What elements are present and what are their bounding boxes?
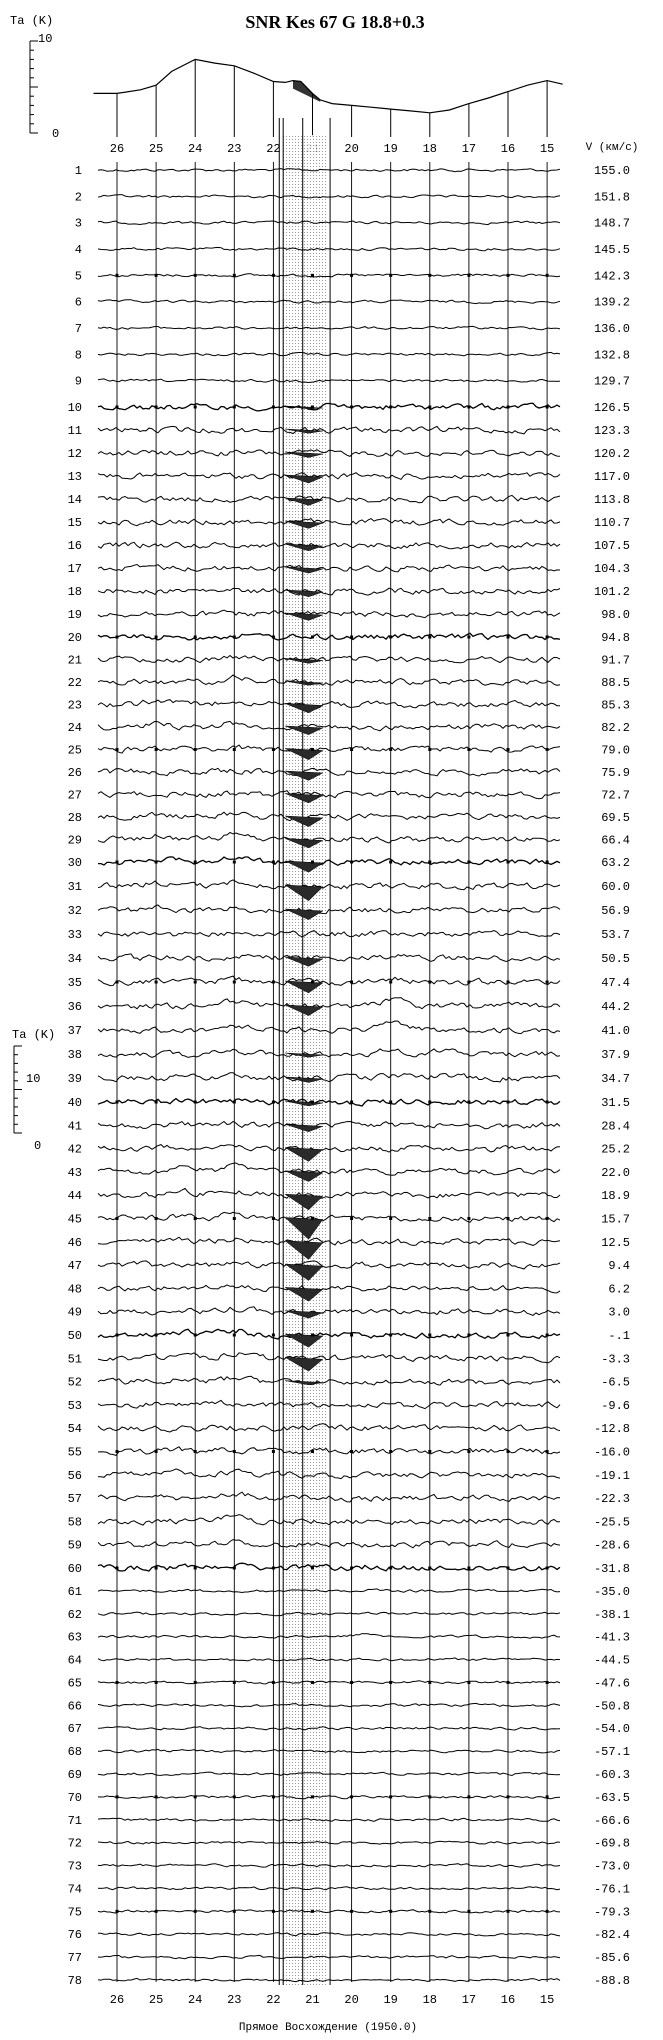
spectrum-trace	[98, 426, 560, 434]
spectrum-trace	[98, 1237, 560, 1245]
channel-velocity: -3.3	[601, 1352, 630, 1367]
grid-marker	[311, 861, 314, 864]
spectrum-trace	[98, 1073, 560, 1082]
spectrum-trace	[98, 700, 560, 709]
spectrum-trace	[98, 1021, 560, 1034]
channel-number: 22	[67, 676, 82, 690]
channel-number: 66	[67, 1699, 82, 1714]
channel-velocity: 63.2	[601, 856, 630, 870]
spectrum-trace	[98, 1285, 560, 1293]
channel-number: 78	[67, 1974, 82, 1988]
channel-velocity: 139.2	[593, 295, 630, 310]
channel-velocity: -38.1	[593, 1607, 630, 1622]
grid-marker	[311, 1795, 314, 1798]
top-ra-label: 19	[383, 142, 398, 156]
spectrum-trace	[98, 1749, 560, 1753]
channel-velocity: 98.0	[601, 608, 630, 622]
bottom-ra-label: 24	[187, 1993, 203, 2007]
channel-velocity: -66.6	[593, 1813, 630, 1828]
channel-number: 59	[67, 1538, 82, 1553]
spectrum-trace	[98, 833, 560, 844]
velocity-header: V (км/с)	[585, 142, 639, 154]
channel-number: 53	[67, 1398, 82, 1413]
spectrum-trace	[98, 1492, 560, 1502]
mid-scale-10: 10	[26, 1072, 41, 1086]
channel-number: 4	[74, 243, 82, 257]
spectrum-trace	[98, 565, 560, 572]
channel-number: 10	[67, 401, 82, 415]
spectrum-trace	[98, 791, 560, 799]
top-ra-ticks	[110, 59, 555, 156]
spectrum-trace	[98, 1376, 560, 1385]
grid-marker	[311, 636, 314, 639]
channel-velocity: 47.4	[601, 976, 630, 990]
spectra-stack	[98, 169, 560, 1982]
channel-number: 37	[67, 1024, 82, 1038]
grid-marker	[311, 1910, 314, 1913]
spectrum-trace	[98, 675, 560, 685]
top-scale-0: 0	[52, 127, 60, 141]
spectrum-trace	[98, 1563, 560, 1571]
spectrum-trace	[98, 195, 560, 198]
channel-number: 45	[67, 1212, 82, 1227]
channel-velocity: -16.0	[593, 1445, 630, 1460]
channel-velocity: 117.0	[593, 470, 630, 484]
spectrum-trace	[98, 880, 560, 890]
channel-number: 21	[67, 653, 82, 668]
channel-velocity: -60.3	[593, 1768, 630, 1782]
bottom-ra-label: 16	[500, 1993, 516, 2007]
top-ra-label: 26	[109, 142, 125, 156]
channel-number: 38	[67, 1048, 82, 1062]
channel-velocity: -57.1	[593, 1745, 630, 1760]
channel-number: 2	[74, 190, 82, 205]
channel-number: 55	[67, 1445, 82, 1460]
bottom-ra-ticks	[110, 1993, 555, 2007]
channel-velocity: 148.7	[593, 216, 630, 231]
top-scale-label: Ta (K)	[10, 14, 54, 28]
spectrum-trace	[98, 1796, 560, 1799]
spectrum-trace	[98, 542, 560, 549]
spectrum-trace	[98, 473, 560, 480]
channel-number: 77	[67, 1951, 82, 1966]
channel-velocity: 132.8	[593, 348, 630, 363]
channel-velocity: 56.9	[601, 904, 630, 918]
channel-number: 11	[67, 424, 82, 438]
channel-velocity: 34.7	[601, 1072, 630, 1086]
spectrum-trace	[98, 998, 560, 1010]
channel-velocity: 129.7	[593, 374, 630, 389]
channel-velocity: 151.8	[593, 190, 630, 205]
channel-number: 23	[67, 698, 82, 713]
spectrum-trace	[98, 1099, 560, 1106]
spectrum-trace	[98, 300, 560, 304]
channel-number: 16	[67, 539, 82, 553]
channel-velocity: -63.5	[593, 1790, 630, 1805]
grid-marker	[311, 1567, 314, 1570]
spectrum-trace	[98, 1145, 560, 1153]
channel-velocity: -79.3	[593, 1905, 630, 1920]
bottom-ra-label: 21	[305, 1993, 320, 2007]
channel-velocity: -22.3	[593, 1492, 630, 1507]
channel-velocity: -76.1	[593, 1882, 630, 1897]
spectrum-trace	[98, 247, 560, 250]
spectrum-trace	[98, 274, 560, 277]
channel-number: 54	[67, 1422, 82, 1437]
top-ra-label: 22	[266, 142, 281, 156]
channel-velocity: 6.2	[608, 1282, 630, 1297]
channel-velocity: -9.6	[601, 1398, 630, 1413]
channel-velocity: 22.0	[601, 1165, 630, 1180]
mid-scale-0: 0	[34, 1139, 42, 1153]
spectrum-trace	[98, 1818, 560, 1821]
channel-number: 43	[67, 1165, 82, 1180]
channel-number: 70	[67, 1790, 82, 1805]
channel-velocity: -82.4	[593, 1928, 630, 1943]
spectrum-trace	[98, 519, 560, 526]
channel-number: 47	[67, 1259, 82, 1274]
grid-marker	[311, 1101, 314, 1104]
channel-velocity: 31.5	[601, 1096, 630, 1110]
spectrum-trace	[98, 1589, 560, 1593]
spectrum-trace	[98, 1634, 560, 1639]
channel-number: 68	[67, 1745, 82, 1760]
channel-velocity: -25.5	[593, 1515, 630, 1530]
channel-number: 26	[67, 766, 82, 780]
spectrum-trace	[98, 1772, 560, 1775]
channel-number: 29	[67, 833, 82, 848]
channel-velocity: 142.3	[593, 269, 630, 284]
spectrum-trace	[98, 1049, 560, 1058]
channel-number: 6	[74, 295, 82, 310]
spectrum-trace	[98, 1212, 560, 1222]
channel-velocity: -54.0	[593, 1722, 630, 1737]
channel-velocity: 75.9	[601, 766, 630, 780]
channel-number: 27	[67, 788, 82, 803]
channel-number: 52	[67, 1375, 82, 1390]
channel-velocity: 104.3	[593, 562, 630, 576]
spectrum-trace	[98, 1681, 560, 1684]
channel-number: 69	[67, 1768, 82, 1782]
channel-number: 71	[67, 1813, 82, 1828]
channel-velocity: 113.8	[593, 493, 630, 507]
bottom-ra-label: 15	[539, 1993, 555, 2007]
spectrum-trace	[98, 976, 560, 986]
spectrum-trace	[98, 857, 560, 866]
channel-velocity: -12.8	[593, 1422, 630, 1437]
channel-number: 25	[67, 743, 82, 758]
channel-velocity: 155.0	[593, 164, 630, 178]
channel-number: 17	[67, 562, 82, 576]
top-ra-label: 20	[344, 142, 359, 156]
channel-velocity: 9.4	[608, 1259, 630, 1274]
grid-marker	[311, 1217, 314, 1220]
channel-velocity: 15.7	[601, 1212, 630, 1227]
channel-number: 62	[67, 1607, 82, 1622]
spectrum-trace	[98, 1841, 560, 1844]
top-ra-label: 24	[187, 142, 203, 156]
channel-velocity: -19.1	[593, 1468, 630, 1483]
top-ra-label: 25	[148, 142, 164, 156]
channel-number: 15	[67, 516, 82, 530]
channel-number: 3	[74, 216, 82, 231]
channel-number: 74	[67, 1882, 82, 1897]
channel-velocity: 126.5	[593, 401, 630, 415]
channel-number: 63	[67, 1630, 82, 1645]
channel-number: 12	[67, 447, 82, 461]
top-ra-label: 15	[539, 142, 555, 156]
spectrum-trace	[98, 403, 560, 411]
channel-number: 35	[67, 976, 82, 990]
spectrum-trace	[98, 812, 560, 821]
channel-velocity: 66.4	[601, 833, 630, 848]
spectrum-trace	[98, 633, 560, 640]
channel-velocity: 145.5	[593, 243, 630, 257]
spectrum-trace	[98, 1469, 560, 1479]
spectrum-trace	[98, 379, 560, 383]
bottom-ra-label: 20	[344, 1993, 359, 2007]
channel-velocity: 107.5	[593, 539, 630, 553]
channel-velocity: -41.3	[593, 1630, 630, 1645]
spectrum-trace	[98, 1122, 560, 1129]
channel-number: 33	[67, 928, 82, 942]
channel-number: 50	[67, 1329, 82, 1343]
spectrum-trace	[98, 656, 560, 663]
spectrum-trace	[98, 1978, 560, 1981]
spectrum-trace	[98, 931, 560, 937]
spectrum-trace	[98, 1887, 560, 1890]
spectrum-trace	[98, 588, 560, 595]
channel-number: 13	[67, 470, 82, 484]
grid-marker	[311, 1450, 314, 1453]
channel-number: 56	[67, 1468, 82, 1483]
spectrum-trace	[98, 1658, 560, 1661]
bottom-ra-label: 23	[227, 1993, 242, 2007]
channel-number: 40	[67, 1096, 82, 1110]
channel-velocity: 12.5	[601, 1235, 630, 1250]
spectrum-trace	[98, 1329, 560, 1339]
channel-velocity: -44.5	[593, 1653, 630, 1668]
grid-marker	[311, 406, 314, 409]
spectrum-trace	[98, 1447, 560, 1456]
spectrum-trace	[98, 721, 560, 730]
grid-marker	[311, 274, 314, 277]
channel-velocity: 101.2	[593, 585, 630, 599]
top-ra-label: 23	[227, 142, 242, 156]
spectrum-trace	[98, 1727, 560, 1730]
bottom-ra-label: 22	[266, 1993, 281, 2007]
channel-number: 60	[67, 1562, 82, 1576]
spectrum-trace	[98, 905, 560, 914]
bottom-ra-label: 25	[148, 1993, 164, 2007]
channel-velocity: 120.2	[593, 447, 630, 461]
spectrum-trace	[98, 1424, 560, 1432]
spectrum-trace	[98, 1933, 560, 1936]
spectrum-trace	[98, 1955, 560, 1958]
spectrum-trace	[98, 495, 560, 502]
spectrum-trace	[98, 1612, 560, 1616]
channel-number: 58	[67, 1515, 82, 1530]
mid-scale	[12, 1028, 55, 1153]
channel-velocity: 88.5	[601, 676, 630, 690]
channel-velocity: 44.2	[601, 1000, 630, 1014]
channel-velocity: 25.2	[601, 1142, 630, 1157]
spectrum-trace	[98, 1188, 560, 1198]
top-ra-label: 18	[422, 142, 438, 156]
source-dotted-band	[283, 135, 327, 1985]
channel-velocity: -31.8	[593, 1562, 630, 1576]
channel-velocity: 136.0	[593, 322, 630, 336]
spectrum-trace	[98, 610, 560, 618]
spectrum-trace	[98, 1353, 560, 1363]
spectrum-trace	[98, 352, 560, 356]
channel-number: 34	[67, 952, 82, 966]
channel-velocity: 60.0	[601, 880, 630, 894]
top-scale-10: 10	[38, 32, 53, 46]
grid-marker	[311, 981, 314, 984]
channel-number: 5	[74, 269, 82, 284]
channel-number: 20	[67, 631, 82, 645]
channel-number: 19	[67, 608, 82, 622]
bottom-ra-label: 19	[383, 1993, 398, 2007]
channel-number: 24	[67, 721, 82, 735]
spectrum-trace	[98, 1307, 560, 1316]
channel-velocity: 110.7	[593, 516, 630, 530]
channel-number: 49	[67, 1305, 82, 1320]
spectrum-trace	[98, 745, 560, 753]
spectrum-trace	[98, 450, 560, 457]
top-panel	[10, 14, 563, 141]
spectrum-trace	[98, 1540, 560, 1548]
channel-velocity: 123.3	[593, 424, 630, 438]
channel-velocity: 53.7	[601, 928, 630, 942]
channel-number: 75	[67, 1905, 82, 1920]
channel-number: 41	[67, 1119, 82, 1134]
channel-number: 65	[67, 1676, 82, 1691]
channel-number: 46	[67, 1235, 82, 1250]
channel-velocity: 18.9	[601, 1189, 630, 1204]
channel-velocity: 28.4	[601, 1119, 630, 1134]
channel-number: 28	[67, 811, 82, 825]
spectrum-trace	[98, 954, 560, 962]
channel-number: 8	[74, 348, 82, 363]
channel-number: 14	[67, 493, 82, 507]
grid-marker	[311, 1681, 314, 1684]
channel-velocity: 50.5	[601, 952, 630, 966]
channel-velocity: -50.8	[593, 1699, 630, 1714]
channel-velocity: -35.0	[593, 1584, 630, 1599]
channel-velocity: 41.0	[601, 1024, 630, 1038]
channel-number: 42	[67, 1142, 82, 1157]
channel-velocity: 91.7	[601, 653, 630, 668]
channel-velocity: -88.8	[593, 1974, 630, 1988]
channel-velocity: -.1	[608, 1329, 630, 1343]
spectrum-trace	[98, 1163, 560, 1175]
channel-number: 39	[67, 1072, 82, 1086]
grid-marker	[311, 1334, 314, 1337]
grid-marker	[311, 748, 314, 751]
channel-number: 76	[67, 1928, 82, 1943]
channel-velocity: -69.8	[593, 1836, 630, 1851]
spectrum-trace	[98, 1910, 560, 1913]
channel-velocity: 85.3	[601, 698, 630, 713]
channel-velocity: 79.0	[601, 743, 630, 758]
mid-scale-label: Ta (K)	[12, 1028, 56, 1042]
bottom-ra-label: 18	[422, 1993, 438, 2007]
top-ra-label: 17	[461, 142, 477, 156]
top-profile-line	[94, 59, 563, 112]
channel-number: 9	[74, 374, 82, 389]
channel-number: 36	[67, 1000, 82, 1014]
channel-velocity: 72.7	[601, 788, 630, 803]
channel-velocity: -73.0	[593, 1859, 630, 1874]
channel-number: 73	[67, 1859, 82, 1874]
channel-velocity: 69.5	[601, 811, 630, 825]
spectrum-trace	[98, 1261, 560, 1269]
spectrum-trace	[98, 1515, 560, 1525]
channel-number: 57	[67, 1492, 82, 1507]
bottom-ra-label: 17	[461, 1993, 477, 2007]
spectrum-trace	[98, 221, 560, 225]
bottom-ra-label: 26	[109, 1993, 125, 2007]
chart-title: SNR Kes 67 G 18.8+0.3	[245, 12, 425, 32]
channel-number: 64	[67, 1653, 82, 1668]
top-ra-label: 16	[500, 142, 516, 156]
channel-number: 44	[67, 1189, 82, 1204]
channel-velocity: -47.6	[593, 1676, 630, 1691]
x-axis-label: Прямое Восхождение (1950.0)	[238, 2022, 418, 2034]
spectrum-trace	[98, 1703, 560, 1707]
spectrum-trace	[98, 169, 560, 172]
spectrum-trace	[98, 1864, 560, 1867]
spectrum-trace	[98, 768, 560, 776]
channel-velocity: 3.0	[608, 1305, 630, 1320]
channel-velocity: -85.6	[593, 1951, 630, 1966]
channel-velocity: 82.2	[601, 721, 630, 735]
channel-number: 30	[67, 856, 82, 870]
channel-number: 72	[67, 1836, 82, 1851]
channel-velocity: -28.6	[593, 1538, 630, 1553]
channel-number: 7	[74, 322, 82, 336]
channel-number: 61	[67, 1584, 82, 1599]
spectrum-trace	[98, 326, 560, 329]
spectrum-trace	[98, 1400, 560, 1408]
channel-number: 67	[67, 1722, 82, 1737]
channel-velocity: -6.5	[601, 1375, 630, 1390]
channel-velocity: 37.9	[601, 1048, 630, 1062]
channel-number: 32	[67, 904, 82, 918]
channel-number: 1	[74, 164, 82, 178]
top-absorption-fill	[293, 81, 320, 102]
channel-velocity: 94.8	[601, 631, 630, 645]
channel-number: 18	[67, 585, 82, 599]
channel-number: 51	[67, 1352, 82, 1367]
ra-grid-lines	[117, 162, 547, 1982]
channel-number: 48	[67, 1282, 82, 1297]
channel-number: 31	[67, 880, 82, 894]
